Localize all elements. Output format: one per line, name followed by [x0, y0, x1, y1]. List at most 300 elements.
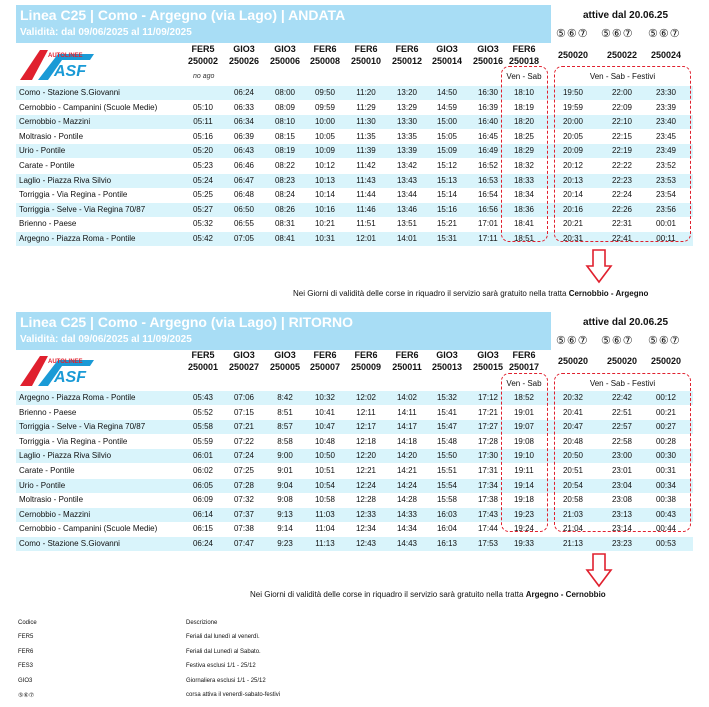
- time-cell: 14:17: [396, 422, 418, 432]
- trip-code: GIO3: [274, 44, 296, 54]
- stop-name: Moltrasio - Pontile: [19, 495, 84, 505]
- time-cell: 11:46: [356, 204, 376, 214]
- time-cell: 19:11: [514, 466, 534, 475]
- time-cell: 06:55: [233, 219, 255, 229]
- time-cell: 18:36: [513, 204, 535, 214]
- time-cell: 14:34: [396, 524, 418, 534]
- time-cell: 07:28: [233, 480, 255, 490]
- time-cell: 00:30: [655, 451, 677, 461]
- time-cell: 17:31: [477, 466, 499, 475]
- time-cell: 10:13: [314, 175, 336, 185]
- time-cell: 05:11: [193, 117, 213, 127]
- trip-code: FER6: [313, 350, 337, 360]
- time-cell: 18:51: [513, 234, 535, 243]
- trip-number: 250026: [228, 56, 260, 66]
- time-cell: 00:01: [655, 219, 677, 229]
- time-cell: 23:23: [611, 539, 633, 548]
- time-cell: 15:41: [436, 407, 458, 417]
- time-cell: 17:43: [477, 509, 499, 519]
- trip-code: FER5: [191, 44, 215, 54]
- time-cell: 19:07: [513, 422, 535, 432]
- time-cell: 23:00: [611, 451, 633, 461]
- time-cell: 10:31: [314, 234, 336, 243]
- time-cell: 11:43: [356, 175, 376, 185]
- time-cell: 16:56: [477, 204, 499, 214]
- time-cell: 20:51: [562, 466, 584, 475]
- legend-description: Feriali dal lunedì al venerdì.: [186, 634, 260, 640]
- time-cell: 16:13: [436, 539, 458, 548]
- time-cell: 11:51: [356, 219, 376, 229]
- time-cell: 15:21: [436, 219, 458, 229]
- time-cell: 08:10: [274, 117, 296, 127]
- time-cell: 23:53: [655, 175, 677, 185]
- time-cell: 06:14: [192, 509, 214, 519]
- time-cell: 00:44: [655, 524, 677, 534]
- trip-code: FER6: [395, 350, 419, 360]
- time-cell: 22:23: [611, 175, 633, 185]
- time-cell: 23:08: [611, 495, 633, 505]
- time-cell: 20:50: [562, 451, 584, 461]
- andata-asf-logo: [18, 44, 96, 92]
- time-cell: 12:18: [355, 436, 377, 446]
- time-cell: 18:32: [513, 161, 535, 170]
- trip-number: 250027: [228, 362, 260, 372]
- time-cell: 15:50: [436, 451, 458, 461]
- legend-code: ⑤⑥⑦: [18, 693, 35, 699]
- time-cell: 8:42: [277, 393, 293, 402]
- time-cell: 15:12: [436, 161, 458, 170]
- time-cell: 11:03: [315, 509, 335, 519]
- time-cell: 19:24: [513, 524, 535, 534]
- stop-name: Urio - Pontile: [19, 146, 66, 156]
- time-cell: 9:04: [277, 480, 293, 490]
- andata-free-service-note: [293, 289, 648, 298]
- time-cell: 9:08: [277, 495, 293, 505]
- time-cell: 07:24: [233, 451, 255, 461]
- ritorno-trip-number-extra: 250020: [650, 356, 682, 366]
- legend-code: GIO3: [18, 677, 33, 684]
- time-cell: 17:53: [477, 539, 499, 548]
- time-cell: 22:10: [611, 117, 633, 127]
- time-cell: 12:33: [355, 509, 377, 519]
- time-cell: 06:48: [233, 190, 255, 200]
- time-cell: 15:47: [436, 422, 458, 432]
- table-row: [16, 537, 693, 551]
- trip-number: 250001: [187, 362, 219, 372]
- time-cell: 05:27: [192, 204, 214, 214]
- andata-title: Linea C25 | Como - Argegno (via Lago) | ANDATA: [20, 7, 346, 23]
- time-cell: 06:43: [233, 146, 255, 156]
- time-cell: 19:18: [513, 495, 535, 505]
- time-cell: 06:24: [233, 88, 255, 97]
- time-cell: 10:54: [314, 480, 336, 490]
- time-cell: 19:33: [513, 539, 535, 548]
- time-cell: 10:48: [314, 436, 336, 446]
- time-cell: 07:21: [233, 422, 255, 432]
- time-cell: 09:50: [314, 88, 336, 97]
- time-cell: 12:02: [355, 393, 377, 402]
- legend-description: Giornaliera esclusi 1/1 - 25/12: [186, 677, 266, 684]
- logo-line2: ASF: [54, 369, 86, 386]
- time-cell: 23:40: [655, 117, 677, 127]
- legend-code: FES3: [18, 663, 34, 669]
- legend-description: Festiva esclusi 1/1 - 25/12: [186, 663, 256, 669]
- time-cell: 05:52: [192, 407, 214, 417]
- time-cell: 20:05: [562, 131, 584, 141]
- trip-code: FER6: [313, 44, 337, 54]
- time-cell: 07:47: [233, 539, 255, 548]
- time-cell: 17:28: [477, 436, 499, 446]
- trip-code: GIO3: [477, 44, 499, 54]
- trip-number: 250008: [309, 56, 341, 66]
- time-cell: 12:01: [355, 234, 377, 243]
- time-cell: 22:24: [611, 190, 633, 200]
- trip-code: FER6: [395, 44, 419, 54]
- time-cell: 10:00: [314, 117, 336, 127]
- time-cell: 12:11: [356, 407, 376, 417]
- time-cell: 23:39: [655, 102, 677, 112]
- time-cell: 07:06: [233, 393, 255, 402]
- time-cell: 05:25: [192, 190, 214, 200]
- time-cell: 10:41: [314, 407, 336, 417]
- time-cell: 19:50: [562, 88, 584, 97]
- time-cell: 16:45: [477, 131, 499, 141]
- stop-name: Laglio - Piazza Riva Silvio: [19, 451, 112, 461]
- time-cell: 23:30: [655, 88, 677, 97]
- time-cell: 14:02: [396, 393, 418, 402]
- time-cell: 20:32: [562, 393, 584, 402]
- time-cell: 06:24: [192, 539, 214, 548]
- time-cell: 15:13: [436, 175, 458, 185]
- time-cell: 23:56: [655, 204, 677, 214]
- trip-number: 250006: [269, 56, 301, 66]
- time-cell: 08:00: [274, 88, 296, 97]
- time-cell: 00:38: [655, 495, 677, 505]
- time-cell: 05:16: [192, 131, 214, 141]
- trip-number: 250014: [431, 56, 463, 66]
- time-cell: 14:21: [396, 466, 418, 475]
- time-cell: 11:20: [356, 88, 376, 97]
- time-cell: 22:41: [611, 234, 633, 243]
- legend-description: Feriali dal Lunedì al Sabato.: [186, 648, 261, 655]
- time-cell: 22:57: [611, 422, 633, 432]
- time-cell: 15:58: [436, 495, 458, 505]
- time-cell: 20:00: [562, 117, 584, 127]
- ritorno-free-box-ven-sab-festivi: [554, 373, 691, 532]
- time-cell: 14:18: [396, 436, 418, 446]
- time-cell: 13:43: [396, 175, 418, 185]
- time-cell: 22:09: [611, 102, 633, 112]
- time-cell: 10:51: [314, 466, 336, 475]
- legend-header-code: Codice: [18, 620, 37, 626]
- time-cell: 09:59: [314, 102, 336, 112]
- andata-down-arrow-icon: [585, 248, 613, 284]
- stop-name: Cernobbio - Campanini (Scuole Medie): [19, 102, 158, 112]
- stop-name: Torriggia - Selve - Via Regina 70/87: [19, 204, 146, 214]
- time-cell: 13:42: [396, 161, 418, 170]
- time-cell: 19:08: [513, 436, 535, 446]
- ritorno-active-from: attive dal 20.06.25: [583, 317, 669, 328]
- time-cell: 16:03: [436, 509, 458, 519]
- logo-line1: AUTOLINEE: [48, 359, 83, 365]
- ritorno-ven-sab-festivi-label: Ven - Sab - Festivi: [589, 379, 656, 388]
- time-cell: 10:16: [314, 204, 336, 214]
- stop-name: Torriggia - Via Regina - Pontile: [19, 190, 128, 200]
- trip-code: GIO3: [436, 44, 458, 54]
- time-cell: 12:17: [355, 422, 377, 432]
- stop-name: Carate - Pontile: [19, 466, 75, 475]
- ritorno-validity: Validità: dal 09/06/2025 al 11/09/2025: [20, 334, 192, 345]
- time-cell: 15:51: [436, 466, 458, 475]
- trip-number: 250011: [392, 362, 422, 372]
- stop-name: Brienno - Paese: [19, 219, 77, 229]
- time-cell: 10:58: [314, 495, 336, 505]
- time-cell: 21:04: [562, 524, 584, 534]
- andata-days-symbol-1: ⑤⑥⑦: [556, 28, 589, 40]
- time-cell: 11:35: [356, 131, 376, 141]
- legend-code: FER5: [18, 634, 34, 640]
- time-cell: 11:13: [315, 539, 335, 548]
- stop-name: Torriggia - Selve - Via Regina 70/87: [19, 422, 146, 432]
- time-cell: 14:59: [436, 102, 458, 112]
- time-cell: 08:22: [274, 161, 296, 170]
- time-cell: 18:19: [513, 102, 535, 112]
- time-cell: 08:41: [274, 234, 296, 243]
- time-cell: 17:12: [477, 393, 499, 402]
- time-cell: 22:15: [611, 131, 633, 141]
- time-cell: 06:39: [233, 131, 255, 141]
- time-cell: 18:10: [513, 88, 535, 97]
- time-cell: 10:32: [314, 393, 336, 402]
- time-cell: 20:09: [562, 146, 584, 156]
- time-cell: 08:19: [274, 146, 296, 156]
- time-cell: 15:14: [436, 190, 458, 200]
- time-cell: 06:09: [192, 495, 214, 505]
- time-cell: 14:28: [396, 495, 418, 505]
- time-cell: 22:42: [611, 393, 633, 402]
- trip-code: GIO3: [274, 350, 296, 360]
- ritorno-free-box-ven-sab: [501, 373, 548, 532]
- stop-name: Torriggia - Via Regina - Pontile: [19, 436, 128, 446]
- time-cell: 18:41: [513, 219, 535, 229]
- time-cell: 13:39: [396, 146, 418, 156]
- time-cell: 20:58: [562, 495, 584, 505]
- time-cell: 11:39: [356, 146, 376, 156]
- ritorno-trip-number-extra: 250020: [557, 356, 589, 366]
- time-cell: 20:21: [562, 219, 584, 229]
- time-cell: 12:24: [355, 480, 377, 490]
- time-cell: 20:13: [562, 175, 584, 185]
- time-cell: 15:48: [436, 436, 458, 446]
- time-cell: 12:34: [355, 524, 377, 534]
- andata-days-symbol-3: ⑤⑥⑦: [648, 28, 681, 40]
- ritorno-days-symbol-1: ⑤⑥⑦: [556, 335, 589, 347]
- time-cell: 10:12: [314, 161, 336, 170]
- time-cell: 14:01: [396, 234, 418, 243]
- legend-description: corsa attiva il venerdì-sabato-festivi: [186, 692, 281, 698]
- time-cell: 07:25: [233, 466, 255, 475]
- time-cell: 14:43: [396, 539, 418, 548]
- andata-trip-number-extra: 250022: [606, 50, 638, 60]
- time-cell: 00:53: [655, 539, 677, 548]
- time-cell: 22:19: [611, 146, 633, 156]
- time-cell: 23:52: [655, 161, 677, 170]
- andata-ven-sab-festivi-label: Ven - Sab - Festivi: [589, 72, 656, 81]
- time-cell: 22:00: [611, 88, 633, 97]
- time-cell: 9:23: [277, 539, 293, 548]
- time-cell: 17:27: [477, 422, 499, 432]
- trip-code: GIO3: [477, 350, 499, 360]
- time-cell: 06:01: [192, 451, 214, 461]
- time-cell: 11:04: [315, 524, 335, 534]
- time-cell: 13:44: [396, 190, 418, 200]
- time-cell: 20:16: [562, 204, 584, 214]
- time-cell: 06:47: [233, 175, 255, 185]
- andata-trip-number-extra: 250024: [650, 50, 682, 60]
- time-cell: 17:11: [478, 234, 498, 243]
- time-cell: 12:20: [355, 451, 377, 461]
- time-cell: 08:26: [274, 204, 296, 214]
- time-cell: 10:14: [314, 190, 336, 200]
- time-cell: 20:47: [562, 422, 584, 432]
- time-cell: 22:58: [611, 436, 633, 446]
- stop-name: Carate - Pontile: [19, 161, 75, 170]
- time-cell: 07:05: [233, 234, 255, 243]
- time-cell: 00:21: [655, 407, 677, 417]
- asf-logo-icon: [18, 350, 96, 390]
- time-cell: 16:04: [436, 524, 458, 534]
- time-cell: 14:50: [436, 88, 458, 97]
- time-cell: 16:53: [477, 175, 499, 185]
- legend-header-desc: Descrizione: [186, 620, 218, 626]
- andata-free-box-ven-sab-festivi: [554, 66, 691, 242]
- time-cell: 8:57: [277, 422, 293, 432]
- stop-name: Laglio - Piazza Riva Silvio: [19, 175, 112, 185]
- time-cell: 17:34: [477, 480, 499, 490]
- trip-number: 250018: [508, 56, 540, 66]
- time-cell: 16:54: [477, 190, 499, 200]
- time-cell: 8:58: [277, 436, 293, 446]
- time-cell: 08:15: [274, 131, 296, 141]
- time-cell: 14:20: [396, 451, 418, 461]
- stop-name: Argegno - Piazza Roma - Pontile: [19, 234, 136, 243]
- time-cell: 08:23: [274, 175, 296, 185]
- time-cell: 06:05: [192, 480, 214, 490]
- asf-logo-icon: [18, 44, 96, 84]
- time-cell: 21:13: [562, 539, 584, 548]
- logo-line1: AUTOLINEE: [48, 53, 83, 59]
- andata-ven-sab-label: Ven - Sab: [506, 72, 542, 81]
- andata-trip-number-extra: 250020: [557, 50, 589, 60]
- time-cell: 15:31: [436, 234, 458, 243]
- time-cell: 08:09: [274, 102, 296, 112]
- ritorno-free-service-note: [250, 590, 606, 599]
- ritorno-days-symbol-3: ⑤⑥⑦: [648, 335, 681, 347]
- time-cell: 20:14: [562, 190, 584, 200]
- time-cell: 9:00: [277, 451, 293, 461]
- time-cell: 14:24: [396, 480, 418, 490]
- time-cell: 00:34: [655, 480, 677, 490]
- time-cell: 13:20: [396, 88, 418, 97]
- trip-number: 250016: [472, 56, 504, 66]
- stop-name: Urio - Pontile: [19, 480, 66, 490]
- time-cell: 11:42: [356, 161, 376, 170]
- time-cell: 15:09: [436, 146, 458, 156]
- trip-number: 250012: [391, 56, 423, 66]
- time-cell: 12:28: [355, 495, 377, 505]
- time-cell: 17:30: [477, 451, 499, 461]
- ritorno-title-bar: [16, 312, 551, 350]
- time-cell: 18:25: [513, 131, 535, 141]
- time-cell: 17:21: [477, 407, 499, 417]
- time-cell: 23:45: [655, 131, 677, 141]
- time-cell: 06:15: [192, 524, 214, 534]
- time-cell: 12:21: [355, 466, 377, 475]
- time-cell: 06:33: [233, 102, 255, 112]
- time-cell: 15:05: [436, 131, 458, 141]
- time-cell: 05:23: [192, 161, 214, 170]
- time-cell: 22:22: [611, 161, 633, 170]
- stop-name: Moltrasio - Pontile: [19, 131, 84, 141]
- time-cell: 12:43: [355, 539, 377, 548]
- time-cell: 19:59: [562, 102, 584, 112]
- time-cell: 15:00: [436, 117, 458, 127]
- time-cell: 22:31: [611, 219, 633, 229]
- time-cell: 06:46: [233, 161, 255, 170]
- trip-code: GIO3: [233, 350, 255, 360]
- trip-number: 250015: [472, 362, 504, 372]
- andata-title-bar: [16, 5, 551, 43]
- time-cell: 05:10: [192, 102, 214, 112]
- time-cell: 20:48: [562, 436, 584, 446]
- time-cell: 00:11: [656, 234, 676, 243]
- trip-code: FER6: [512, 350, 536, 360]
- time-cell: 15:32: [436, 393, 458, 402]
- trip-code: FER5: [191, 350, 215, 360]
- time-cell: 11:29: [356, 102, 376, 112]
- trip-code: FER6: [354, 44, 378, 54]
- time-cell: 13:51: [396, 219, 418, 229]
- time-cell: 07:15: [233, 407, 255, 417]
- time-cell: 19:23: [513, 509, 535, 519]
- time-cell: 11:44: [356, 190, 376, 200]
- trip-code: FER6: [354, 350, 378, 360]
- time-cell: 23:14: [611, 524, 633, 534]
- time-cell: 00:27: [655, 422, 677, 432]
- time-cell: 23:04: [611, 480, 633, 490]
- time-cell: 08:31: [274, 219, 296, 229]
- time-cell: 20:54: [562, 480, 584, 490]
- trip-number: 250002: [187, 56, 219, 66]
- time-cell: 20:41: [562, 407, 584, 417]
- time-cell: 07:22: [233, 436, 255, 446]
- ritorno-note-route: Argegno - Cernobbio: [525, 590, 606, 599]
- time-cell: 10:21: [314, 219, 336, 229]
- time-cell: 19:10: [513, 451, 535, 461]
- trip-number: 250009: [350, 362, 382, 372]
- stop-name: Cernobbio - Mazzini: [19, 509, 91, 519]
- andata-days-symbol-2: ⑤⑥⑦: [601, 28, 634, 40]
- time-cell: 23:13: [611, 509, 633, 519]
- time-cell: 18:52: [513, 393, 535, 402]
- time-cell: 17:38: [477, 495, 499, 505]
- trip-number: 250007: [309, 362, 341, 372]
- andata-no-ago: no ago: [193, 73, 215, 80]
- logo-line2: ASF: [54, 63, 86, 80]
- andata-validity: Validità: dal 09/06/2025 al 11/09/2025: [20, 27, 192, 38]
- time-cell: 05:24: [192, 175, 214, 185]
- stop-name: Como - Stazione S.Giovanni: [19, 539, 120, 548]
